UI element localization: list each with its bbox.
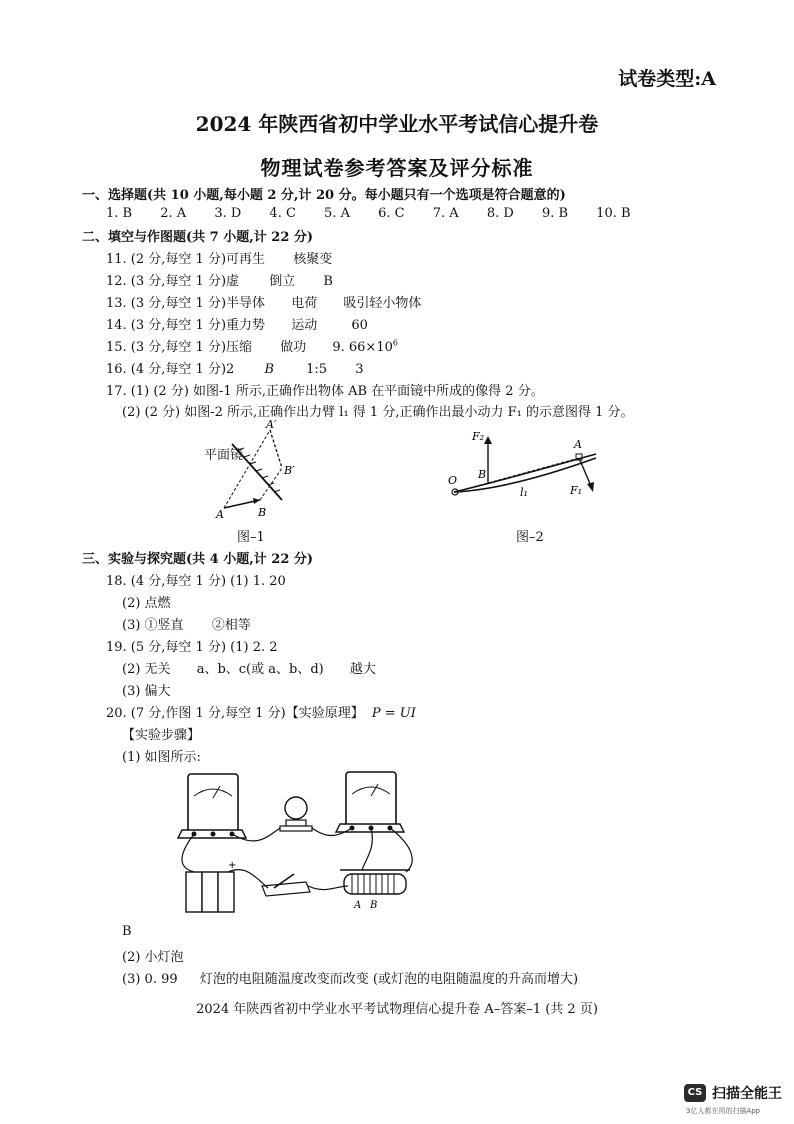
q20-step-2: (2) 小灯泡 (122, 950, 184, 965)
q19-answer-2c: 越大 (349, 662, 376, 677)
mc-answer: 3. D (214, 206, 242, 221)
q20-steps-heading: 【实验步骤】 (122, 728, 201, 743)
q20-step-1: (1) 如图所示: (122, 750, 201, 765)
switch (262, 874, 310, 896)
rheostat (340, 870, 410, 911)
label-l1: l₁ (520, 486, 528, 499)
q13-line (106, 292, 421, 311)
q19-line-3: (3) 偏大 (122, 684, 171, 699)
q15-answer-2: 做功 (280, 340, 307, 355)
q18-answer-3b: ②相等 (211, 618, 251, 633)
page-footer: 2024 年陕西省初中学业水平考试物理信心提升卷 A–答案–1 (共 2 页) (196, 1002, 598, 1017)
q20-answer-b: B (122, 924, 132, 939)
label-b: B (258, 506, 267, 519)
mc-answer: 6. C (378, 206, 405, 221)
figure-1-caption: 图–1 (237, 530, 265, 545)
q13-answer-1: 半导体 (226, 296, 266, 311)
connector-a (224, 430, 270, 508)
f1-arrowhead (587, 482, 594, 492)
q12-line (106, 270, 333, 289)
mc-answer: 8. D (486, 206, 514, 221)
circuit-diagram (176, 768, 426, 918)
label-a-prime: A′ (266, 418, 277, 431)
q15-exponent: 6 (392, 338, 398, 348)
q16-answer-4: 3 (355, 362, 364, 377)
q19-answer-2b: a、b、c(或 a、b、d) (196, 662, 324, 677)
mirror-hatching (238, 448, 280, 492)
mirror-label: 平面镜 (204, 448, 244, 463)
scanner-app-name: 扫描全能王 (712, 1086, 782, 1102)
q15-line (106, 336, 398, 355)
mc-answer: 10. B (596, 206, 631, 221)
q11-label: 11. (2 分,每空 1 分) (106, 252, 227, 267)
mc-answer-row (106, 206, 655, 221)
label-f2: F₂ (472, 430, 485, 443)
q15-answer-3: 9. 66×10 (332, 340, 393, 355)
q11-answer-1: 可再生 (226, 252, 266, 267)
svg-text:+: + (228, 860, 237, 871)
q16-answer-2: B (264, 362, 275, 377)
mc-answer: 7. A (432, 206, 459, 221)
q12-label: 12. (3 分,每空 1 分) (106, 274, 227, 289)
label-b-prime: B′ (284, 464, 295, 477)
section-1-heading: 一、选择题(共 10 小题,每小题 2 分,计 20 分。每小题只有一个选项是符合题意的) (82, 188, 566, 203)
q20-principle-formula: P = UI (371, 706, 416, 721)
figure-2-caption: 图–2 (516, 530, 544, 545)
mc-answer: 5. A (324, 206, 350, 221)
q16-answer-1: 2 (226, 362, 235, 377)
label-f1: F₁ (570, 484, 583, 497)
exam-title: 2024 年陕西省初中学业水平考试信心提升卷 (195, 112, 599, 136)
q14-answer-3: 60 (351, 318, 368, 333)
q17-part1: 17. (1) (2 分) 如图-1 所示,正确作出物体 AB 在平面镜中所成的像得 2 分。 (106, 384, 544, 399)
q20-principle-label: 20. (7 分,作图 1 分,每空 1 分)【实验原理】 (106, 706, 364, 721)
rheostat-label-b: B (370, 900, 378, 911)
q20-answer-3a: (3) 0. 99 (122, 972, 178, 987)
label-o: O (448, 474, 458, 487)
q14-label: 14. (3 分,每空 1 分) (106, 318, 227, 333)
q14-answer-2: 运动 (291, 318, 318, 333)
q16-answer-3: 1:5 (306, 362, 328, 377)
section-2-heading: 二、填空与作图题(共 7 小题,计 22 分) (82, 230, 314, 245)
q11-line (106, 248, 332, 267)
q20-answer-3b: 灯泡的电阻随温度改变而改变 (或灯泡的电阻随温度的升高而增大) (199, 972, 579, 987)
q12-answer-1: 虚 (226, 274, 240, 289)
q14-line (106, 314, 368, 333)
figure-2-lever (446, 424, 606, 524)
q19-line-2 (122, 658, 376, 677)
q18-line-1: 18. (4 分,每空 1 分) (1) 1. 20 (106, 574, 286, 589)
battery (186, 860, 236, 912)
label-a: A (574, 438, 582, 451)
answer-key-title: 物理试卷参考答案及评分标准 (260, 156, 534, 180)
q16-line (106, 358, 364, 377)
q20-line-1 (106, 702, 416, 721)
q11-answer-2: 核聚变 (293, 252, 333, 267)
q18-answer-3a: (3) ①竖直 (122, 618, 184, 633)
rheostat-label-a: A (354, 900, 362, 911)
q17-part2: (2) (2 分) 如图-2 所示,正确作出力臂 l₁ 得 1 分,正确作出最小动力 F₁ 的示意图得 1 分。 (122, 405, 634, 420)
q12-answer-2: 倒立 (269, 274, 296, 289)
label-a: A (216, 508, 224, 521)
f2-arrowhead (484, 436, 492, 444)
label-b: B (478, 468, 487, 481)
q14-answer-1: 重力势 (226, 318, 266, 333)
q19-line-1: 19. (5 分,每空 1 分) (1) 2. 2 (106, 640, 278, 655)
mc-answer: 9. B (541, 206, 569, 221)
q12-answer-3: B (323, 274, 333, 289)
mc-answer: 1. B (106, 206, 133, 221)
section-3-heading: 三、实验与探究题(共 4 小题,计 22 分) (82, 552, 314, 567)
q13-answer-3: 吸引轻小物体 (343, 296, 422, 311)
mc-answer: 4. C (269, 206, 296, 221)
q18-line-2: (2) 点燃 (122, 596, 171, 611)
paper-type-label: 试卷类型:A (618, 68, 716, 90)
q13-label: 13. (3 分,每空 1 分) (106, 296, 227, 311)
voltmeter (336, 772, 404, 832)
q18-line-3 (122, 614, 251, 633)
ammeter (178, 774, 246, 838)
scanner-logo-icon: CS (684, 1084, 706, 1102)
q15-answer-1: 压缩 (226, 340, 253, 355)
image-a-prime-b-prime (270, 430, 282, 468)
q16-label: 16. (4 分,每空 1 分) (106, 362, 227, 377)
scanner-app-tagline: 3亿人都在用的扫描App (686, 1107, 761, 1115)
light-bulb (280, 797, 312, 831)
q20-step-3 (122, 968, 578, 987)
figure-1-plane-mirror (190, 416, 310, 526)
q19-answer-2a: (2) 无关 (122, 662, 171, 677)
q15-label: 15. (3 分,每空 1 分) (106, 340, 227, 355)
q13-answer-2: 电荷 (291, 296, 318, 311)
mc-answer: 2. A (160, 206, 187, 221)
